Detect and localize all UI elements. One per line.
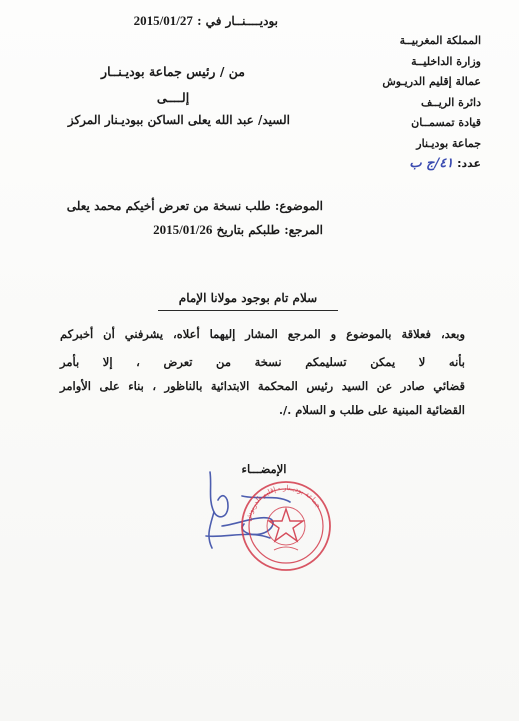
reference-line bbox=[60, 222, 323, 238]
body-line-1: وبعد، فعلاقة بالموضوع و المرجع المشار إليهما أعلاه، يشرفني أن أخبركم bbox=[60, 327, 465, 341]
greeting: سلام تام بوجود مولانا الإمام bbox=[178, 291, 318, 305]
stamp-and-signature bbox=[198, 466, 338, 576]
to-line: إلــــى bbox=[156, 90, 190, 105]
reference-text: طلبكم بتاريخ bbox=[216, 223, 281, 237]
reference-number-label: عدد: bbox=[457, 157, 481, 170]
administrative-header bbox=[331, 31, 481, 175]
body-line-3: قضائي صادر عن السيد رئيس المحكمة الابتدائية بالناظور ، بناء على الأوامر bbox=[60, 379, 465, 393]
reference-number-line bbox=[331, 154, 481, 175]
sender-line: من / رئيس جماعة بوديـنــار bbox=[101, 64, 245, 79]
province-line: عمالة إقليم الدريـوش bbox=[382, 75, 481, 88]
reference-label: المرجع: bbox=[284, 223, 323, 237]
commune-line: جماعة بوديـنار bbox=[416, 136, 481, 150]
subject-line bbox=[60, 199, 323, 213]
ministry-line: وزارة الداخليــة bbox=[411, 54, 481, 68]
place-date-label: بوديــــنــار في : bbox=[197, 14, 278, 28]
reference-number-value: ٤١/ج ب bbox=[409, 156, 454, 171]
official-stamp bbox=[198, 466, 338, 576]
stamp-ring-text: جماعة بوديـنار - إقليم الدريوش bbox=[244, 483, 323, 522]
kingdom-line: المملكة المغربيــة bbox=[399, 34, 481, 47]
body-line-4: القضائية المبنية على طلب و السلام ./. bbox=[279, 403, 465, 417]
place-date-value: 2015/01/27 bbox=[133, 13, 193, 28]
body-line-2: بأنه لا يمكن تسليمكم نسخة من تعرض ، إلا بأمر bbox=[60, 355, 465, 369]
reference-date: 2015/01/26 bbox=[153, 222, 213, 237]
signature-label: الإمضـــاء bbox=[241, 462, 287, 476]
caidat-line: قيادة تمسمــان bbox=[411, 116, 481, 129]
circle-line: دائرة الريــف bbox=[420, 95, 481, 109]
stamp-rings bbox=[242, 482, 330, 570]
subject-text: طلب نسخة من تعرض أخيكم محمد يعلى bbox=[66, 199, 271, 213]
place-date bbox=[82, 13, 278, 29]
star-emblem-icon bbox=[269, 509, 303, 541]
greeting-underline bbox=[158, 310, 338, 311]
subject-label: الموضوع: bbox=[274, 199, 323, 213]
addressee-line: السيد/ عبد الله يعلى الساكن ببوديـنار المركز bbox=[67, 113, 290, 127]
